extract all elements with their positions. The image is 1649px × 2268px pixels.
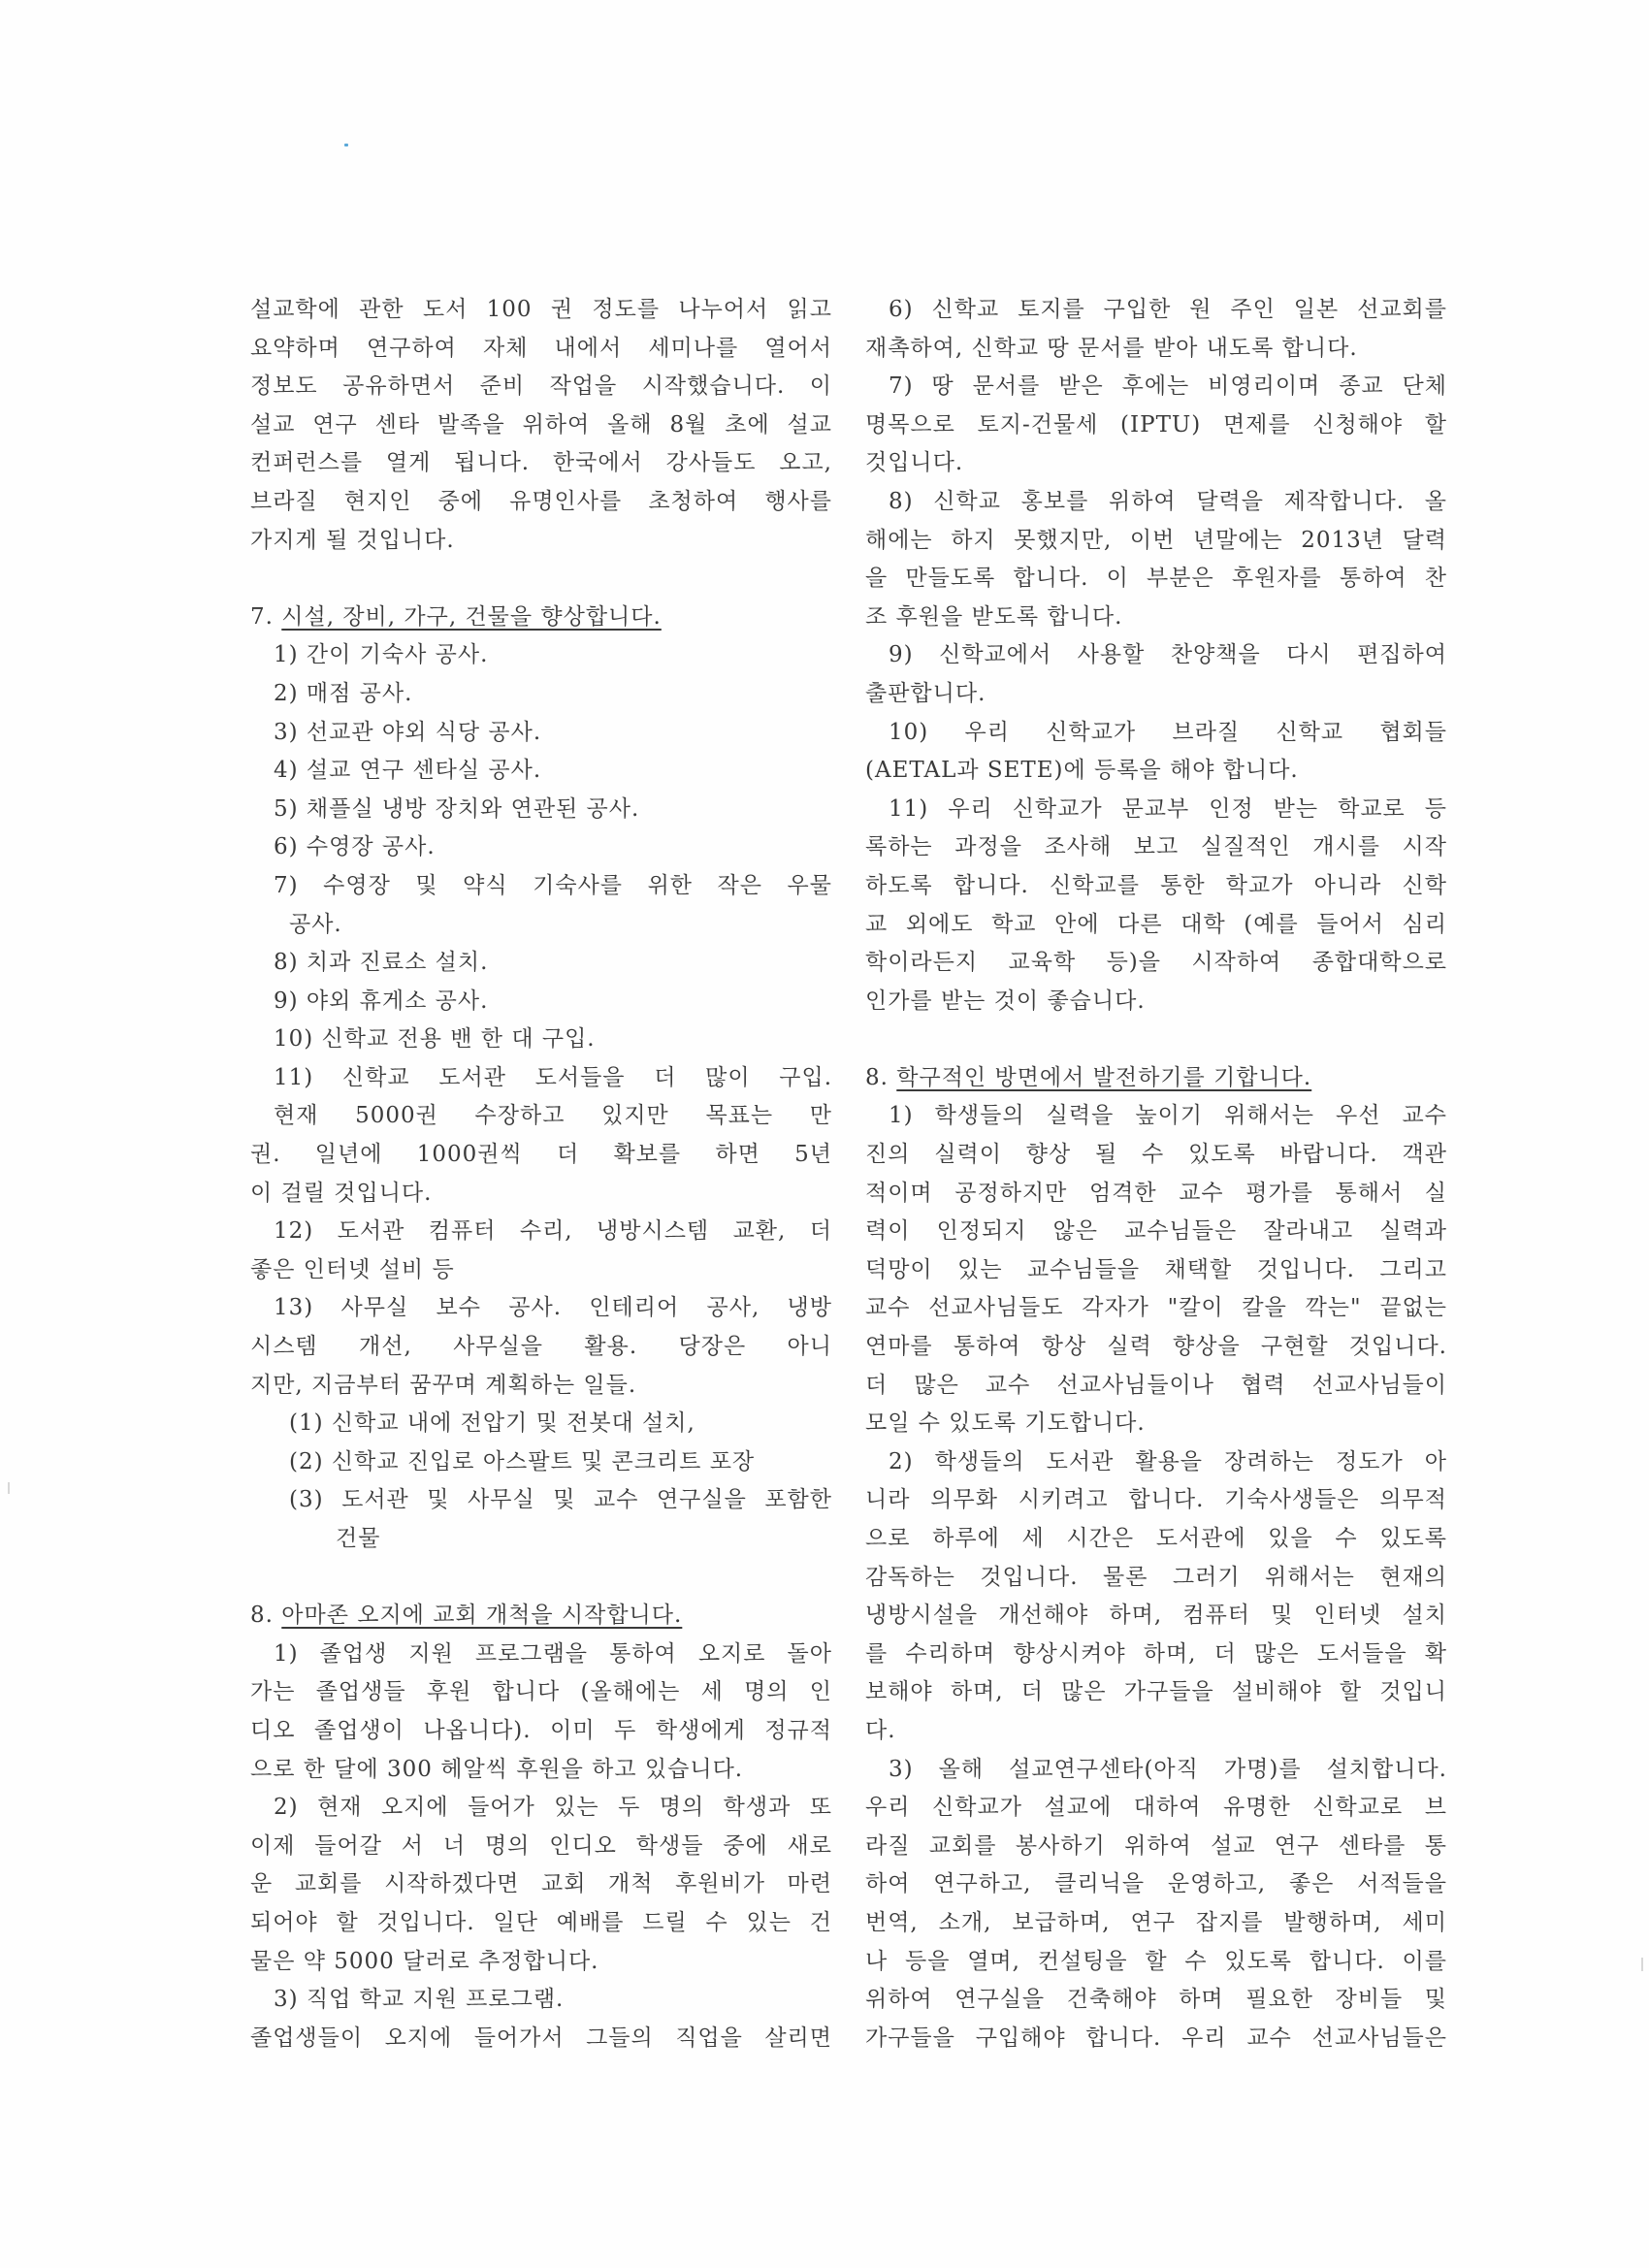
text-line: 이제 들어갈 서 너 명의 인디오 학생들 중에 새로 [250,1832,832,1859]
text-line: 설교학에 관한 도서 100 권 정도를 나누어서 읽고 [250,297,832,322]
text-line: 7) 수영장 및 약식 기숙사를 위한 작은 우물 [274,872,832,898]
text-line: 인가를 받는 것이 좋습니다. [865,988,1146,1014]
scan-edge-mark [8,1482,10,1494]
text-line: (AETAL과 SETE)에 등록을 해야 합니다. [865,758,1299,784]
text-line: 9) 신학교에서 사용할 찬양책을 다시 편집하여 [889,642,1447,668]
text-line: 가구들을 구입해야 합니다. 우리 교수 선교사님들은 [865,2025,1447,2051]
text-line: 연마를 통하여 항상 실력 향상을 구현할 것입니다. [865,1334,1447,1360]
text-line: 시스템 개선, 사무실을 활용. 당장은 아니 [250,1334,832,1360]
section-number: 8. [250,1603,274,1629]
text-line: 을 만들도록 합니다. 이 부분은 후원자를 통하여 찬 [865,566,1447,592]
text-line: (3) 도서관 및 사무실 및 교수 연구실을 포함한 [289,1487,832,1513]
text-line: 6) 신학교 토지를 구입한 원 주인 일본 선교회를 [889,297,1447,322]
left-intro-paragraph [250,291,832,560]
section-8-academic-heading [865,1059,1447,1098]
text-line: (1) 신학교 내에 전압기 및 전봇대 설치, [289,1410,695,1437]
section-number: 8. [865,1064,889,1090]
right-column [865,291,1447,2057]
left-column [250,291,832,2057]
text-line: 5) 채플실 냉방 장치와 연관된 공사. [274,795,640,822]
section-7-heading [250,599,832,637]
text-line: 조 후원을 받도록 합니다. [865,603,1123,630]
section-title: 학구적인 방면에서 발전하기를 기합니다. [896,1064,1312,1090]
section-8-academic-items [865,1097,1447,2057]
text-line: 으로 한 달에 300 헤알씩 후원을 하고 있습니다. [250,1756,744,1782]
section-8-heading [250,1597,832,1636]
section-8-items [250,1636,832,2058]
text-line: 라질 교회를 봉사하기 위하여 설교 연구 센타를 통 [865,1832,1447,1859]
scan-speck [344,144,348,146]
text-line: 3) 선교관 야외 식당 공사. [274,719,542,745]
text-line: 력이 인정되지 않은 교수님들은 잘라내고 실력과 [865,1218,1447,1245]
section-title: 시설, 장비, 가구, 건물을 향상합니다. [281,603,662,630]
text-line: 설교 연구 센타 발족을 위하여 올해 8월 초에 설교 [250,411,832,437]
text-line: 공사. [289,911,342,937]
text-line: 더 많은 교수 선교사님들이나 협력 선교사님들이 [865,1372,1447,1398]
text-line: 다. [865,1717,896,1743]
text-line: 정보도 공유하면서 준비 작업을 시작했습니다. 이 [250,373,832,400]
text-line: 재촉하여, 신학교 땅 문서를 받아 내도록 합니다. [865,335,1358,361]
text-line: 2) 매점 공사. [274,680,413,706]
section-number: 7. [250,603,274,630]
text-line: 으로 하루에 세 시간은 도서관에 있을 수 있도록 [865,1526,1447,1551]
text-line: 요약하며 연구하여 자체 내에서 세미나를 열어서 [250,335,832,361]
text-line: 10) 우리 신학교가 브라질 신학교 협회들 [889,719,1447,745]
text-line: 하도록 합니다. 신학교를 통한 학교가 아니라 신학 [865,872,1447,898]
text-line: 졸업생들이 오지에 들어가서 그들의 직업을 살리면 [250,2025,832,2051]
text-line: 권. 일년에 1000권씩 더 확보를 하면 5년 [250,1142,832,1168]
right-intro-items [865,291,1447,1021]
text-line: 가지게 될 것입니다. [250,527,455,553]
text-line: 6) 수영장 공사. [274,834,436,860]
text-line: 물은 약 5000 달러로 추정합니다. [250,1948,599,1974]
text-line: 8) 신학교 홍보를 위하여 달력을 제작합니다. 올 [889,488,1447,514]
text-line: 1) 졸업생 지원 프로그램을 통하여 오지로 돌아 [274,1640,832,1667]
text-line: 번역, 소개, 보급하며, 연구 잡지를 발행하며, 세미 [865,1909,1447,1935]
text-line: 13) 사무실 보수 공사. 인테리어 공사, 냉방 [274,1295,832,1321]
text-line: 적이며 공정하지만 엄격한 교수 평가를 통해서 실 [865,1180,1447,1206]
text-line: 모일 수 있도록 기도합니다. [865,1410,1146,1437]
text-line: 가는 졸업생들 후원 합니다 (올해에는 세 명의 인 [250,1679,832,1705]
text-line: 3) 올해 설교연구센타(아직 가명)를 설치합니다. [889,1756,1447,1782]
text-line: 되어야 할 것입니다. 일단 예배를 드릴 수 있는 건 [250,1909,832,1935]
text-line: 2) 현재 오지에 들어가 있는 두 명의 학생과 또 [274,1795,832,1821]
text-line: 1) 간이 기숙사 공사. [274,642,489,668]
text-line: 컨퍼런스를 열게 됩니다. 한국에서 강사들도 오고, [250,450,832,476]
text-line: 해에는 하지 못했지만, 이번 년말에는 2013년 달력 [865,527,1447,553]
text-line: 현재 5000권 수장하고 있지만 목표는 만 [274,1103,832,1129]
text-line: 록하는 과정을 조사해 보고 실질적인 개시를 시작 [865,834,1447,860]
text-line: 운 교회를 시작하겠다면 교회 개척 후원비가 마련 [250,1871,832,1897]
text-line: 4) 설교 연구 센타실 공사. [274,758,542,784]
text-line: (2) 신학교 진입로 아스팔트 및 콘크리트 포장 [289,1448,756,1474]
text-line: 11) 우리 신학교가 문교부 인정 받는 학교로 등 [889,795,1447,822]
text-line: 디오 졸업생이 나옵니다). 이미 두 학생에게 정규적 [250,1717,832,1743]
text-line: 냉방시설을 개선해야 하며, 컴퓨터 및 인터넷 설치 [865,1603,1447,1629]
text-line: 3) 직업 학교 지원 프로그램. [274,1987,565,2013]
text-line: 학이라든지 교육학 등)을 시작하여 종합대학으로 [865,950,1447,976]
text-line: 10) 신학교 전용 밴 한 대 구입. [274,1026,596,1053]
text-line: 좋은 인터넷 설비 등 [250,1256,455,1282]
text-line: 1) 학생들의 실력을 높이기 위해서는 우선 교수 [889,1103,1447,1129]
text-line: 건물 [336,1526,381,1551]
text-line: 나 등을 열며, 컨설팅을 할 수 있도록 합니다. 이를 [865,1948,1447,1974]
text-line: 진의 실력이 향상 될 수 있도록 바랍니다. 객관 [865,1142,1447,1168]
text-line: 를 수리하며 향상시켜야 하며, 더 많은 도서들을 확 [865,1640,1447,1667]
text-line: 11) 신학교 도서관 도서들을 더 많이 구입. [274,1064,832,1090]
text-line: 브라질 현지인 중에 유명인사를 초청하여 행사를 [250,488,832,514]
text-line: 8) 치과 진료소 설치. [274,950,489,976]
text-line: 2) 학생들의 도서관 활용을 장려하는 정도가 아 [889,1448,1447,1474]
text-line: 감독하는 것입니다. 물론 그러기 위해서는 현재의 [865,1564,1447,1590]
text-line: 9) 야외 휴게소 공사. [274,988,489,1014]
section-title: 아마존 오지에 교회 개척을 시작합니다. [281,1603,683,1629]
text-line: 이 걸릴 것입니다. [250,1180,433,1206]
scan-edge-mark [1641,1958,1643,1971]
text-line: 지만, 지금부터 꿈꾸며 계획하는 일들. [250,1372,637,1398]
text-line: 덕망이 있는 교수님들을 채택할 것입니다. 그리고 [865,1256,1447,1282]
text-line: 출판합니다. [865,680,986,706]
text-line: 7) 땅 문서를 받은 후에는 비영리이며 종교 단체 [889,373,1447,400]
text-line: 우리 신학교가 설교에 대하여 유명한 신학교로 브 [865,1795,1447,1821]
section-7-items [250,636,832,1558]
text-line: 하여 연구하고, 클리닉을 운영하고, 좋은 서적들을 [865,1871,1447,1897]
text-line: 보해야 하며, 더 많은 가구들을 설비해야 할 것입니 [865,1679,1447,1705]
text-line: 교 외에도 학교 안에 다른 대학 (예를 들어서 심리 [865,911,1447,937]
text-line: 명목으로 토지-건물세 (IPTU) 면제를 신청해야 할 [865,411,1447,437]
text-line: 것입니다. [865,450,964,476]
text-line: 교수 선교사님들도 각자가 "칼이 칼을 깍는" 끝없는 [865,1295,1447,1321]
text-line: 니라 의무화 시키려고 합니다. 기숙사생들은 의무적 [865,1487,1447,1513]
text-line: 위하여 연구실을 건축해야 하며 필요한 장비들 및 [865,1987,1447,2013]
text-line: 12) 도서관 컴퓨터 수리, 냉방시스템 교환, 더 [274,1218,832,1245]
